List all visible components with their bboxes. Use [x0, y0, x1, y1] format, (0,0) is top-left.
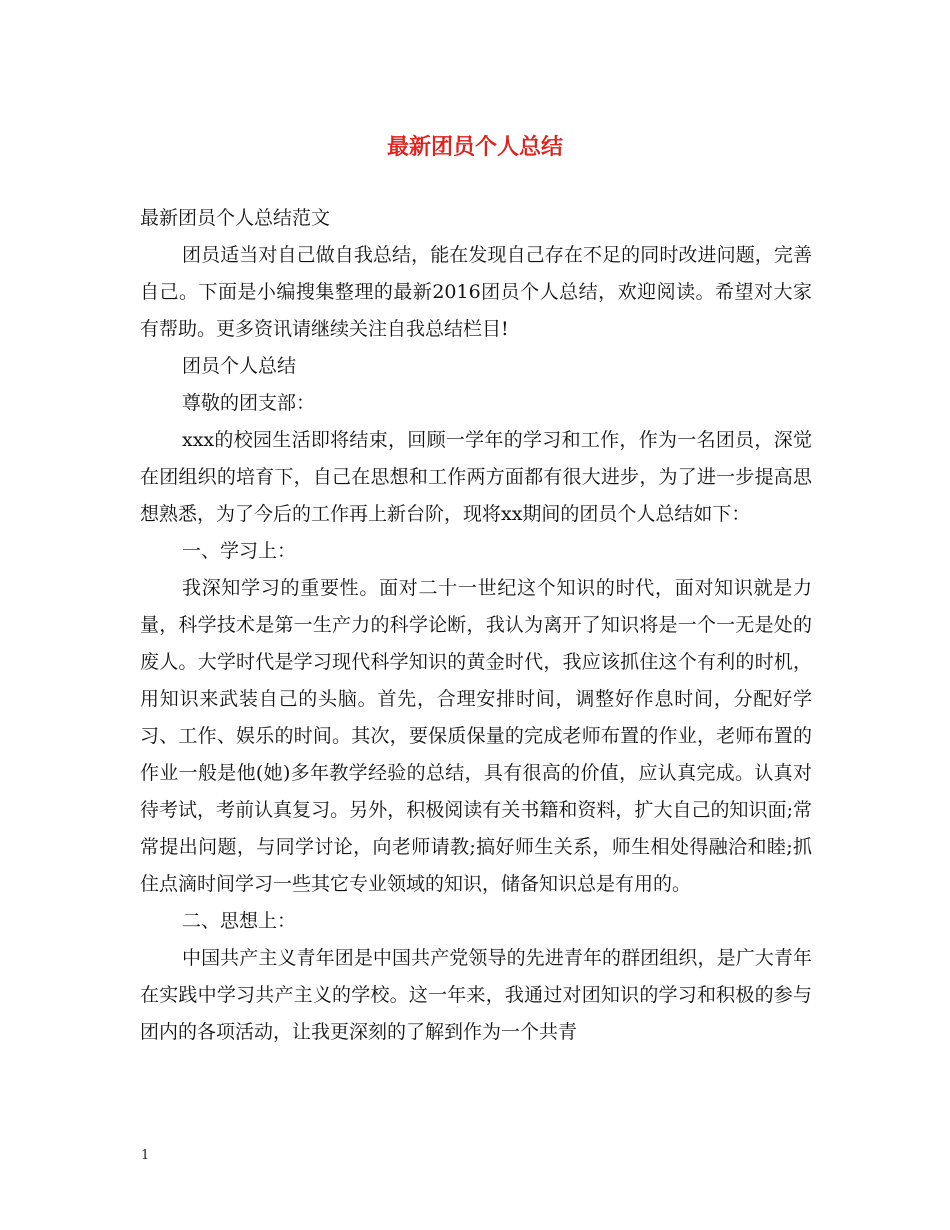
document-body — [140, 200, 812, 1051]
salutation: 尊敬的团支部： — [182, 392, 316, 414]
paragraph-thought: 中国共产主义青年团是中国共产党领导的先进青年的群团组织，是广大青年在实践中学习共产主义的学校。这一年来，我通过对团知识的学习和积极的参与团内的各项活动，让我更深刻的了解到作为一个共青 — [140, 947, 812, 1043]
document-title: 最新团员个人总结 — [386, 135, 563, 160]
heading-study: 一、学习上： — [182, 540, 297, 562]
paragraph-intro: 团员适当对自己做自我总结，能在发现自己存在不足的同时改进问题，完善自己。下面是小编搜集整理的最新2016团员个人总结，欢迎阅读。希望对大家有帮助。更多资讯请继续关注自我总结栏目! — [140, 244, 812, 340]
paragraph-opening: xxx的校园生活即将结束，回顾一学年的学习和工作，作为一名团员，深觉在团组织的培育下，自己在思想和工作两方面都有很大进步，为了进一步提高思想熟悉，为了今后的工作再上新台阶，现将xx期间的团员个人总结如下： — [140, 429, 812, 525]
section-heading: 团员个人总结 — [182, 355, 297, 377]
paragraph-study: 我深知学习的重要性。面对二十一世纪这个知识的时代，面对知识就是力量，科学技术是第一生产力的科学论断，我认为离开了知识将是一个一无是处的废人。大学时代是学习现代科学知识的黄金时代，我应该抓住这个有利的时机，用知识来武装自己的头脑。首先，合理安排时间，调整好作息时间，分配好学习、工作、娱乐的时间。其次，要保质保量的完成老师布置的作业，老师布置的作业一般是他(她)多年教学经验的总结，具有很高的价值，应认真完成。认真对待考试，考前认真复习。另外，积极阅读有关书籍和资料，扩大自己的知识面;常常提出问题，与同学讨论，向老师请教;搞好师生关系，师生相处得融洽和睦;抓住点滴时间学习一些其它专业领域的知识，储备知识总是有用的。 — [140, 577, 812, 895]
document-subtitle: 最新团员个人总结范文 — [140, 207, 331, 229]
page-number: 1 — [141, 1148, 150, 1163]
heading-thought: 二、思想上： — [182, 910, 297, 932]
